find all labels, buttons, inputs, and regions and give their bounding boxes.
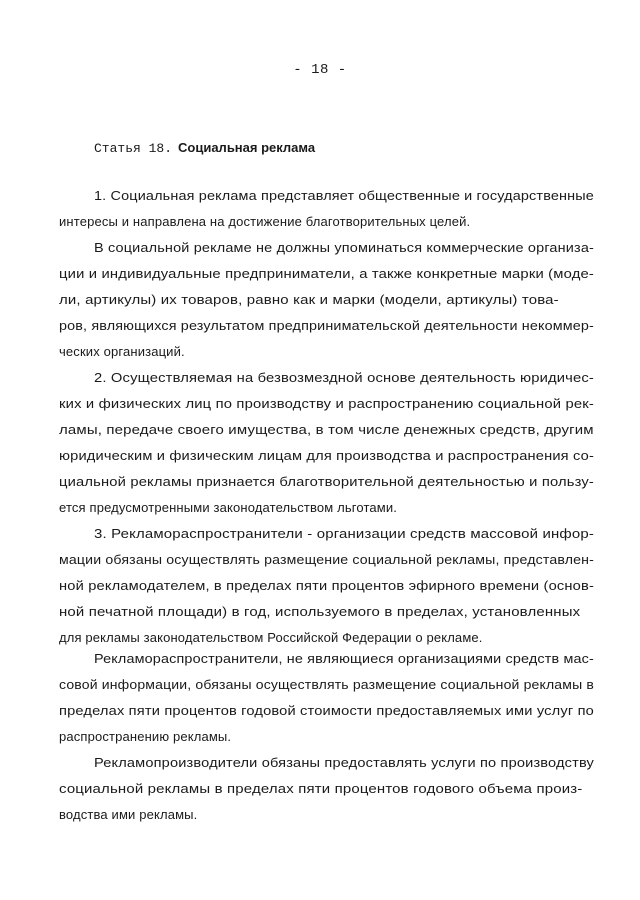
paragraph-line: ции и индивидуальные предприниматели, а также конкретные марки (моде-	[59, 266, 594, 281]
paragraph-line: ной рекламодателем, в пределах пяти процентов эфирного времени (основ-	[59, 578, 594, 593]
paragraph-line: совой информации, обязаны осуществлять размещение социальной рекламы в	[59, 677, 594, 692]
paragraph-line: ной печатной площади) в год, используемого в пределах, установленных	[59, 604, 581, 619]
article-label: Статья 18.	[94, 141, 173, 156]
paragraph-line: мации обязаны осуществлять размещение социальной рекламы, представлен-	[59, 552, 594, 567]
paragraph-line: водства ими рекламы.	[59, 807, 198, 822]
paragraph-line: ров, являющихся результатом предпринимательской деятельности некоммер-	[59, 318, 594, 333]
paragraph-line: В социальной рекламе не должны упоминаться коммерческие организа-	[94, 240, 594, 255]
paragraph-line: юридическим и физическим лицам для производства и распространения со-	[59, 448, 594, 463]
article-title: Социальная реклама	[178, 140, 316, 155]
paragraph-line: 1. Социальная реклама представляет общественные и государственные	[94, 188, 594, 203]
paragraph-line: Рекламораспространители, не являющиеся организациями средств мас-	[94, 651, 594, 666]
paragraph-line: социальной рекламы в пределах пяти процентов годового объема произ-	[59, 781, 583, 796]
paragraph-line: 2. Осуществляемая на безвозмездной основе деятельность юридичес-	[94, 370, 594, 385]
paragraph-line: распространению рекламы.	[59, 729, 232, 744]
paragraph-line: Рекламопроизводители обязаны предоставлять услуги по производству	[94, 755, 594, 770]
paragraph-line: ли, артикулы) их товаров, равно как и марки (модели, артикулы) това-	[59, 292, 559, 307]
paragraph-line: интересы и направлена на достижение благотворительных целей.	[59, 214, 471, 229]
article-heading	[94, 140, 315, 156]
paragraph-line: ческих организаций.	[59, 344, 185, 359]
paragraph-line: циальной рекламы признается благотворительной деятельностью и пользу-	[59, 474, 594, 489]
paragraph-line: ется предусмотренными законодательством льготами.	[59, 500, 398, 515]
paragraph-line: ламы, передаче своего имущества, в том числе денежных средств, другим	[59, 422, 594, 437]
paragraph-line: пределах пяти процентов годовой стоимости предоставляемых ими услуг по	[59, 703, 594, 718]
paragraph-line: ких и физических лиц по производству и распространению социальной рек-	[59, 396, 594, 411]
paragraph-line: для рекламы законодательством Российской Федерации о рекламе.	[59, 630, 483, 645]
paragraph-line: 3. Рекламораспространители - организации средств массовой инфор-	[94, 526, 594, 541]
page-number: - 18 -	[293, 62, 347, 78]
